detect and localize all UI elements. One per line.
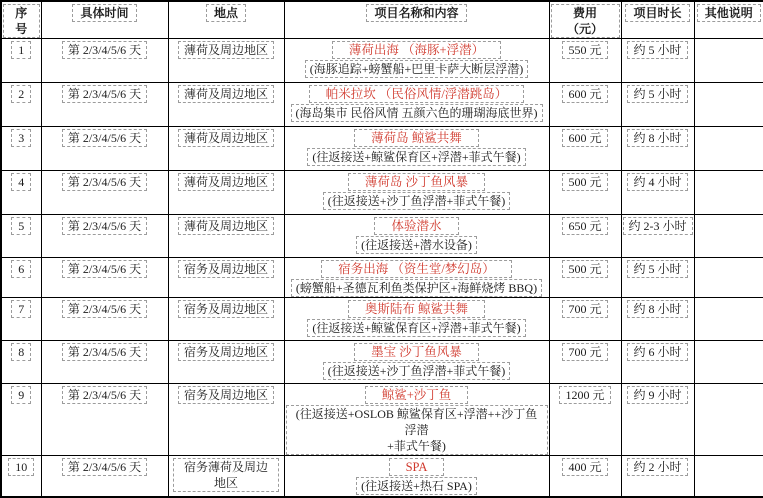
row-number: 9 — [11, 386, 31, 404]
cell-duration — [621, 298, 694, 341]
cell-serial — [1, 83, 41, 127]
row-number: 8 — [11, 343, 31, 361]
cell-project — [284, 384, 549, 456]
cell-notes — [694, 127, 763, 171]
cell-time — [41, 456, 168, 497]
header-label-price: 费用（元） — [551, 4, 620, 38]
cell-duration — [621, 341, 694, 384]
row-time: 第 2/3/4/5/6 天 — [62, 260, 147, 278]
project-title: 墨宝 沙丁鱼风暴 — [354, 343, 479, 361]
cell-notes — [694, 171, 763, 215]
cell-serial — [1, 171, 41, 215]
project-title: 奥斯陆布 鲸鲨共舞 — [348, 300, 485, 318]
cell-time — [41, 298, 168, 341]
cell-location — [168, 341, 284, 384]
project-desc: (海豚追踪+螃蟹船+巴里卡萨大断层浮潜) — [305, 60, 529, 78]
cell-price — [549, 83, 621, 127]
cell-time — [41, 384, 168, 456]
table-row — [1, 127, 763, 171]
row-price: 400 元 — [562, 458, 607, 476]
row-price: 600 元 — [562, 85, 607, 103]
table-row — [1, 456, 763, 497]
cell-notes — [694, 39, 763, 83]
cell-location — [168, 171, 284, 215]
header-label-serial: 序号 — [3, 4, 40, 38]
row-location: 宿务及周边地区 — [178, 386, 274, 404]
row-duration: 约 5 小时 — [627, 260, 687, 278]
row-number: 7 — [11, 300, 31, 318]
cell-price — [549, 456, 621, 497]
project-title: 薄荷出海 （海豚+浮潜） — [332, 41, 501, 59]
cell-time — [41, 171, 168, 215]
project-desc: (往返接送+热石 SPA) — [356, 477, 477, 495]
row-time: 第 2/3/4/5/6 天 — [62, 217, 147, 235]
table-row — [1, 39, 763, 83]
project-desc-line1: (往返接送+OSLOB 鲸鲨保育区+浮潜++沙丁鱼浮潜 — [295, 407, 538, 437]
cell-duration — [621, 127, 694, 171]
project-desc-line2: +菲式午餐) — [387, 439, 446, 453]
cell-project — [284, 39, 549, 83]
header-cell-serial — [1, 1, 41, 39]
cell-notes — [694, 456, 763, 497]
row-duration: 约 5 小时 — [627, 85, 687, 103]
cell-price — [549, 215, 621, 258]
row-price: 650 元 — [562, 217, 607, 235]
cell-price — [549, 384, 621, 456]
project-title: 帕米拉坎 （民俗风情/浮潜跳岛） — [309, 85, 525, 103]
cell-location — [168, 39, 284, 83]
cell-time — [41, 258, 168, 298]
cell-location — [168, 384, 284, 456]
row-duration: 约 5 小时 — [627, 41, 687, 59]
project-desc: (螃蟹船+圣德瓦利鱼类保护区+海鲜烧烤 BBQ) — [291, 279, 542, 297]
row-time: 第 2/3/4/5/6 天 — [62, 85, 147, 103]
row-location: 薄荷及周边地区 — [178, 173, 274, 191]
project-title: 体验潜水 — [374, 217, 458, 235]
cell-notes — [694, 258, 763, 298]
cell-duration — [621, 215, 694, 258]
row-location: 薄荷及周边地区 — [178, 217, 274, 235]
row-duration: 约 9 小时 — [627, 386, 687, 404]
cell-time — [41, 341, 168, 384]
project-desc: (往返接送+潜水设备) — [356, 236, 477, 254]
cell-time — [41, 127, 168, 171]
row-location: 薄荷及周边地区 — [178, 85, 274, 103]
header-label-duration: 项目时长 — [625, 4, 689, 22]
cell-serial — [1, 39, 41, 83]
cell-price — [549, 171, 621, 215]
cell-duration — [621, 456, 694, 497]
row-duration: 约 8 小时 — [627, 129, 687, 147]
row-time: 第 2/3/4/5/6 天 — [62, 458, 147, 476]
row-price: 500 元 — [562, 260, 607, 278]
header-label-time: 具体时间 — [72, 4, 136, 22]
table-row — [1, 298, 763, 341]
row-location: 宿务及周边地区 — [178, 260, 274, 278]
project-title: 宿务出海 （资生堂/梦幻岛） — [321, 260, 512, 278]
cell-duration — [621, 258, 694, 298]
cell-notes — [694, 83, 763, 127]
header-cell-duration — [621, 1, 694, 39]
row-price: 600 元 — [562, 129, 607, 147]
row-price: 500 元 — [562, 173, 607, 191]
header-cell-time — [41, 1, 168, 39]
cell-location — [168, 215, 284, 258]
cell-notes — [694, 298, 763, 341]
row-duration: 约 4 小时 — [627, 173, 687, 191]
project-title: 薄荷岛 鲸鲨共舞 — [354, 129, 479, 147]
row-price: 1200 元 — [559, 386, 610, 404]
cell-duration — [621, 83, 694, 127]
row-duration: 约 8 小时 — [627, 300, 687, 318]
cell-duration — [621, 39, 694, 83]
header-row — [1, 1, 763, 39]
cell-location — [168, 127, 284, 171]
header-label-location: 地点 — [206, 4, 246, 22]
project-desc: (往返接送+沙丁鱼浮潜+菲式午餐) — [323, 362, 511, 380]
project-title: 薄荷岛 沙丁鱼风暴 — [348, 173, 485, 191]
table-row — [1, 171, 763, 215]
header-cell-project — [284, 1, 549, 39]
table-row — [1, 258, 763, 298]
row-number: 1 — [11, 41, 31, 59]
header-cell-price — [549, 1, 621, 39]
cell-time — [41, 83, 168, 127]
row-time: 第 2/3/4/5/6 天 — [62, 129, 147, 147]
row-duration: 约 2 小时 — [627, 458, 687, 476]
cell-time — [41, 39, 168, 83]
header-cell-notes — [694, 1, 763, 39]
cell-notes — [694, 215, 763, 258]
row-time: 第 2/3/4/5/6 天 — [62, 343, 147, 361]
cell-serial — [1, 456, 41, 497]
cell-duration — [621, 171, 694, 215]
cell-project — [284, 215, 549, 258]
project-desc: (海岛集市 民俗风情 五颜六色的珊瑚海底世界) — [291, 104, 543, 122]
header-label-notes: 其他说明 — [697, 4, 761, 22]
project-desc: (往返接送+鲸鲨保育区+浮潜+菲式午餐) — [307, 319, 525, 337]
row-number: 2 — [11, 85, 31, 103]
cell-serial — [1, 384, 41, 456]
row-location: 宿务及周边地区 — [178, 343, 274, 361]
cell-price — [549, 258, 621, 298]
row-number: 5 — [11, 217, 31, 235]
row-price: 700 元 — [562, 343, 607, 361]
row-location: 薄荷及周边地区 — [178, 41, 274, 59]
row-duration: 约 2-3 小时 — [623, 217, 693, 235]
header-label-project: 项目名称和内容 — [366, 4, 466, 22]
cell-serial — [1, 215, 41, 258]
row-number: 4 — [11, 173, 31, 191]
project-title: 鲸鲨+沙丁鱼 — [365, 386, 469, 404]
cell-project — [284, 171, 549, 215]
row-time: 第 2/3/4/5/6 天 — [62, 386, 147, 404]
table-row — [1, 341, 763, 384]
row-number: 3 — [11, 129, 31, 147]
cell-location — [168, 298, 284, 341]
row-price: 550 元 — [562, 41, 607, 59]
cell-time — [41, 215, 168, 258]
cell-price — [549, 39, 621, 83]
cell-price — [549, 298, 621, 341]
cell-project — [284, 341, 549, 384]
cell-location — [168, 83, 284, 127]
row-number: 10 — [8, 458, 34, 476]
row-duration: 约 6 小时 — [627, 343, 687, 361]
cell-notes — [694, 384, 763, 456]
cell-duration — [621, 384, 694, 456]
project-desc: (往返接送+鲸鲨保育区+浮潜+菲式午餐) — [307, 148, 525, 166]
cell-location — [168, 258, 284, 298]
row-location: 薄荷及周边地区 — [178, 129, 274, 147]
cell-project — [284, 456, 549, 497]
row-number: 6 — [11, 260, 31, 278]
cell-price — [549, 127, 621, 171]
row-time: 第 2/3/4/5/6 天 — [62, 173, 147, 191]
project-title: SPA — [389, 458, 445, 476]
cell-serial — [1, 258, 41, 298]
cell-price — [549, 341, 621, 384]
cell-project — [284, 83, 549, 127]
table-row — [1, 384, 763, 456]
cell-project — [284, 258, 549, 298]
cell-serial — [1, 298, 41, 341]
row-location: 宿务及周边地区 — [178, 300, 274, 318]
row-time: 第 2/3/4/5/6 天 — [62, 300, 147, 318]
cell-project — [284, 298, 549, 341]
cell-location — [168, 456, 284, 497]
project-desc: (往返接送+沙丁鱼浮潜+菲式午餐) — [323, 192, 511, 210]
cell-serial — [1, 341, 41, 384]
row-price: 700 元 — [562, 300, 607, 318]
cell-notes — [694, 341, 763, 384]
cell-project — [284, 127, 549, 171]
table-row — [1, 215, 763, 258]
table-row — [1, 83, 763, 127]
row-location: 宿务薄荷及周边地区 — [173, 458, 279, 492]
cell-serial — [1, 127, 41, 171]
row-time: 第 2/3/4/5/6 天 — [62, 41, 147, 59]
header-cell-location — [168, 1, 284, 39]
project-desc — [286, 405, 548, 455]
